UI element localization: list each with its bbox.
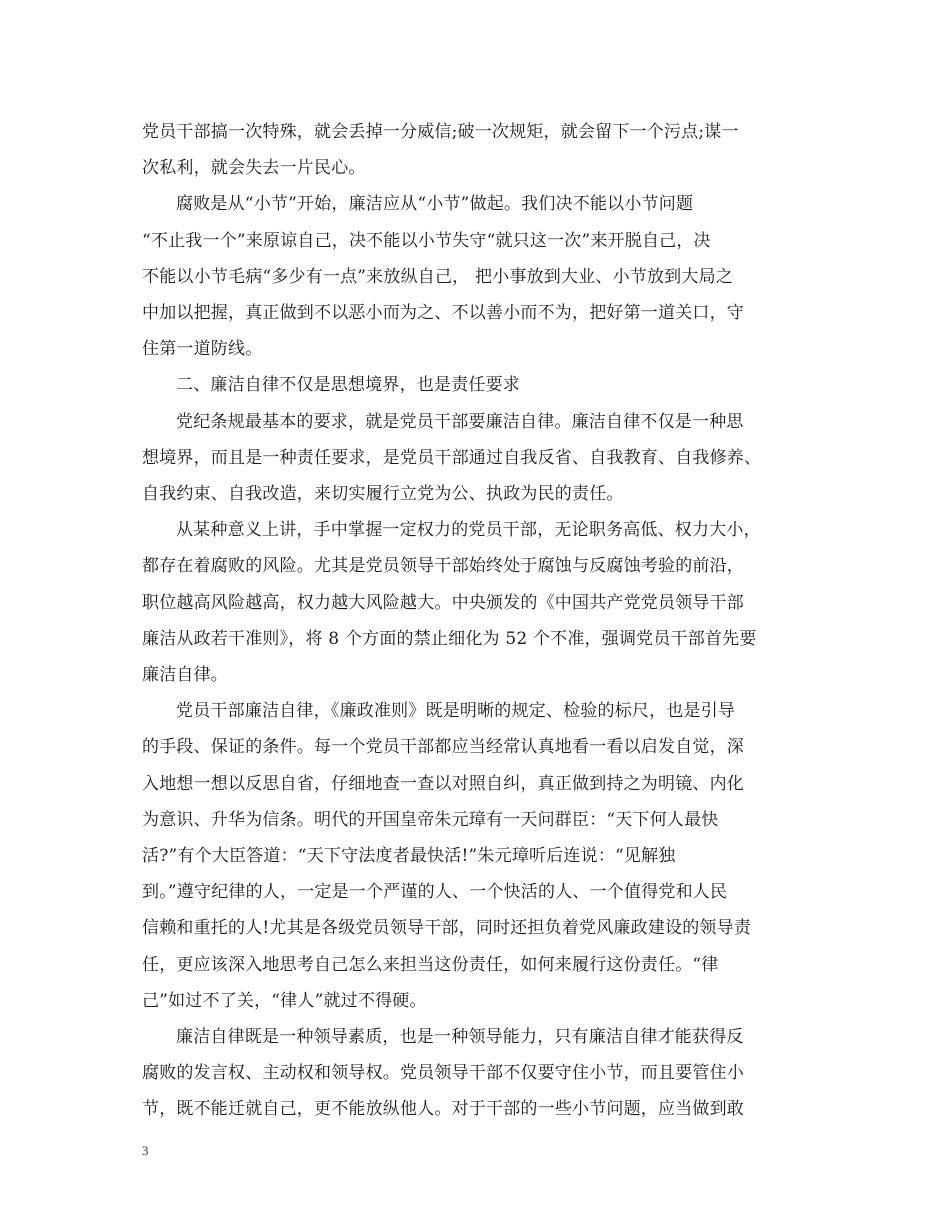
- text-line: “不止我一个”来原谅自己，决不能以小节失守“就只这一次”来开脱自己，决: [142, 230, 711, 251]
- text-line: 住第一道防线。: [142, 339, 263, 360]
- text-line: 腐败的发言权、主动权和领导权。党员领导干部不仅要守住小节，而且要管住小: [142, 1063, 744, 1084]
- text-line: 廉洁自律既是一种领导素质，也是一种领导能力，只有廉洁自律才能获得反: [176, 1027, 744, 1048]
- paragraph-4: [142, 512, 810, 693]
- text-line: 都存在着腐败的风险。尤其是党员领导干部始终处于腐蚀与反腐蚀考验的前沿，: [142, 556, 744, 577]
- paragraph-5: [142, 693, 810, 1019]
- text-line: 党纪条规最基本的要求，就是党员干部要廉洁自律。廉洁自律不仅是一种思: [176, 411, 744, 432]
- text-line: 入地想一想以反思自省，仔细地查一查以对照自纠，真正做到持之为明镜、内化: [142, 773, 744, 794]
- paragraph-3: [142, 404, 810, 513]
- paragraph-2: [142, 186, 810, 367]
- text-line: 从某种意义上讲，手中掌握一定权力的党员干部，无论职务高低、权力大小，: [176, 520, 761, 541]
- paragraph-1: [142, 114, 810, 186]
- text-line: 节，既不能迁就自己，更不能放纵他人。对于干部的一些小节问题，应当做到敢: [142, 1099, 744, 1120]
- text-line: 职位越高风险越高，权力越大风险越大。中央颁发的《中国共产党党员领导干部: [142, 592, 744, 613]
- text-line: 不能以小节毛病“多少有一点”来放纵自己， 把小事放到大业、小节放到大局之: [142, 266, 733, 287]
- section-heading: [142, 367, 810, 403]
- text-line: 的手段、保证的条件。每一个党员干部都应当经常认真地看一看以启发自觉，深: [142, 737, 744, 758]
- page-number: 3: [142, 1143, 149, 1158]
- text-line: 党员干部搞一次特殊，就会丢掉一分威信;破一次规矩，就会留下一个污点;谋一: [142, 122, 739, 142]
- text-line: 想境界，而且是一种责任要求，是党员干部通过自我反省、自我教育、自我修养、: [142, 447, 762, 468]
- text-line: 廉洁自律。: [142, 665, 228, 686]
- text-line: 中加以把握，真正做到不以恶小而为之、不以善小而不为，把好第一道关口，守: [142, 303, 744, 324]
- text-line: 廉洁从政若干准则》，将 8 个方面的禁止细化为 52 个不准，强调党员干部首先要: [142, 628, 757, 649]
- document-body: [142, 114, 810, 1128]
- text-line: 到。”遵守纪律的人，一定是一个严谨的人、一个快活的人、一个值得党和人民: [142, 882, 728, 903]
- text-line: 活?”有个大臣答道：“天下守法度者最快活!”朱元璋听后连说：“见解独: [142, 846, 676, 867]
- text-line: 次私利，就会失去一片民心。: [142, 158, 366, 179]
- text-line: 党员干部廉洁自律，《廉政准则》既是明晰的规定、检验的标尺，也是引导: [176, 701, 736, 722]
- paragraph-6: [142, 1019, 810, 1128]
- text-line: 己”如过不了关，“律人”就过不得硬。: [142, 990, 427, 1011]
- text-line: 信赖和重托的人!尤其是各级党员领导干部，同时还担负着党风廉政建设的领导责: [142, 918, 752, 939]
- text-line: 为意识、升华为信条。明代的开国皇帝朱元璋有一天问群臣：“天下何人最快: [142, 809, 719, 830]
- text-line: 自我约束、自我改造，来切实履行立党为公、执政为民的责任。: [142, 484, 624, 505]
- text-line: 任，更应该深入地思考自己怎么来担当这份责任，如何来履行这份责任。“律: [142, 954, 719, 975]
- text-line: 腐败是从“小节”开始，廉洁应从“小节”做起。我们决不能以小节问题: [176, 194, 694, 215]
- section-heading-text: 二、廉洁自律不仅是思想境界，也是责任要求: [176, 375, 520, 396]
